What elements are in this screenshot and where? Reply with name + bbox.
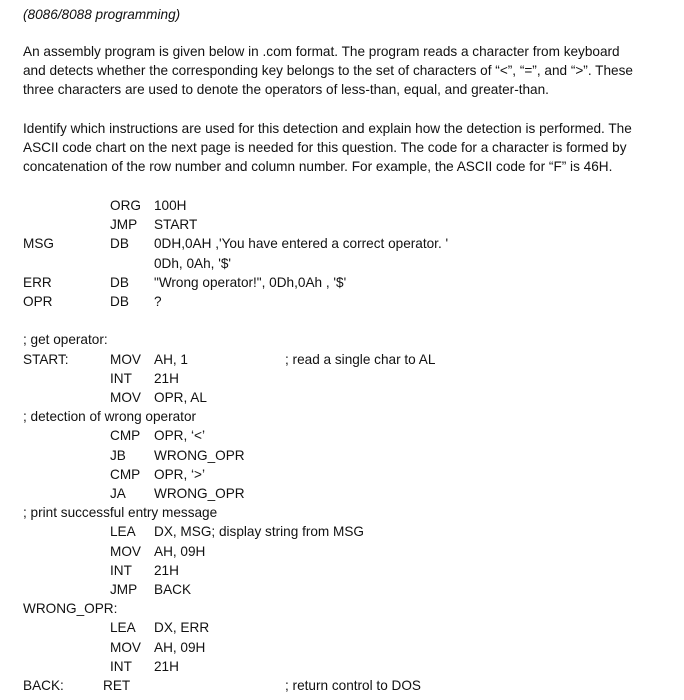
code-line bbox=[0, 503, 684, 522]
code-label: ; get operator: bbox=[23, 332, 108, 348]
code-operand: START bbox=[154, 217, 198, 233]
code-operand: "Wrong operator!", 0Dh,0Ah , '$' bbox=[154, 274, 347, 290]
code-mnemonic: MOV bbox=[110, 390, 141, 405]
code-line bbox=[0, 599, 684, 618]
code-line bbox=[0, 254, 684, 273]
code-operand: AH, 09H bbox=[154, 543, 206, 559]
code-mnemonic: MOV bbox=[110, 351, 141, 367]
code-label: WRONG_OPR: bbox=[23, 601, 118, 617]
code-mnemonic: JB bbox=[110, 447, 126, 463]
code-mnemonic: LEA bbox=[110, 524, 136, 540]
code-operand: WRONG_OPR bbox=[154, 486, 245, 501]
document-heading: (8086/8088 programming) bbox=[23, 7, 181, 22]
code-line bbox=[0, 676, 684, 695]
code-line bbox=[0, 311, 684, 330]
code-mnemonic: JA bbox=[110, 486, 126, 501]
question-paragraph bbox=[23, 119, 678, 177]
code-line bbox=[0, 407, 684, 426]
code-line bbox=[0, 638, 684, 657]
code-label: ERR bbox=[23, 274, 52, 290]
code-line bbox=[0, 446, 684, 465]
code-operand: WRONG_OPR bbox=[154, 447, 245, 463]
code-mnemonic: INT bbox=[110, 562, 132, 578]
code-operand: 21H bbox=[154, 658, 179, 674]
code-line bbox=[0, 522, 684, 541]
code-mnemonic: MOV bbox=[110, 639, 141, 655]
code-line bbox=[0, 388, 684, 407]
code-operand: ? bbox=[154, 294, 162, 309]
code-mnemonic: CMP bbox=[110, 466, 141, 482]
code-label: ; print successful entry message bbox=[23, 505, 218, 521]
code-operand: AH, 09H bbox=[154, 639, 206, 655]
code-label: BACK: bbox=[23, 678, 64, 693]
code-mnemonic: DB bbox=[110, 274, 129, 290]
paragraph-line: and detects whether the corresponding key belongs to the set of characters of “<”, “=”, and “>”. These bbox=[23, 63, 633, 79]
code-line bbox=[0, 215, 684, 234]
intro-paragraph bbox=[23, 42, 678, 100]
paragraph-line: concatenation of the row number and column number. For example, the ASCII code for “F” is 46H. bbox=[23, 159, 613, 175]
code-line bbox=[0, 426, 684, 445]
paragraph-line: three characters are used to denote the operators of less-than, equal, and greater-than. bbox=[23, 82, 549, 98]
code-operand: OPR, ‘<’ bbox=[154, 428, 205, 444]
code-line bbox=[0, 369, 684, 388]
code-mnemonic: DB bbox=[110, 294, 129, 309]
code-line bbox=[0, 484, 684, 503]
code-mnemonic: JMP bbox=[110, 217, 138, 233]
code-line bbox=[0, 618, 684, 637]
code-line bbox=[0, 657, 684, 676]
code-mnemonic: JMP bbox=[110, 582, 138, 597]
code-comment: ; return control to DOS bbox=[285, 678, 421, 693]
code-operand: 100H bbox=[154, 198, 187, 213]
code-line bbox=[0, 561, 684, 580]
code-line bbox=[0, 350, 684, 369]
code-operand: AH, 1 bbox=[154, 351, 188, 367]
paragraph-line: ASCII code chart on the next page is needed for this question. The code for a character is formed by bbox=[23, 140, 627, 156]
code-label: MSG bbox=[23, 236, 54, 252]
code-comment: ; read a single char to AL bbox=[285, 351, 436, 367]
code-operand: 21H bbox=[154, 370, 179, 386]
code-operand: BACK bbox=[154, 582, 192, 597]
code-mnemonic: INT bbox=[110, 658, 132, 674]
code-mnemonic: LEA bbox=[110, 620, 136, 636]
code-mnemonic: ORG bbox=[110, 198, 141, 213]
code-operand: OPR, AL bbox=[154, 390, 207, 405]
code-mnemonic: CMP bbox=[110, 428, 141, 444]
code-label: ; detection of wrong operator bbox=[23, 409, 197, 425]
code-line bbox=[0, 542, 684, 561]
code-line bbox=[0, 580, 684, 599]
code-label: START: bbox=[23, 351, 69, 367]
code-line bbox=[0, 330, 684, 349]
paragraph-line: Identify which instructions are used for this detection and explain how the detection is performed. The bbox=[23, 121, 632, 136]
code-mnemonic: MOV bbox=[110, 543, 141, 559]
code-line bbox=[0, 196, 684, 215]
code-line bbox=[0, 465, 684, 484]
code-operand: 21H bbox=[154, 562, 179, 578]
code-operand: DX, ERR bbox=[154, 620, 210, 636]
code-operand: 0DH,0AH ,'You have entered a correct operator. ' bbox=[154, 236, 449, 252]
code-operand: DX, MSG; display string from MSG bbox=[154, 524, 364, 540]
code-line bbox=[0, 234, 684, 253]
paragraph-line: An assembly program is given below in .com format. The program reads a character from keyboard bbox=[23, 44, 620, 59]
code-mnemonic: RET bbox=[103, 678, 131, 693]
code-line bbox=[0, 273, 684, 292]
code-line bbox=[0, 292, 684, 311]
code-label: OPR bbox=[23, 294, 53, 309]
code-operand: 0Dh, 0Ah, '$' bbox=[154, 255, 231, 271]
code-mnemonic: INT bbox=[110, 370, 132, 386]
code-operand: OPR, ‘>’ bbox=[154, 466, 205, 482]
code-mnemonic: DB bbox=[110, 236, 129, 252]
